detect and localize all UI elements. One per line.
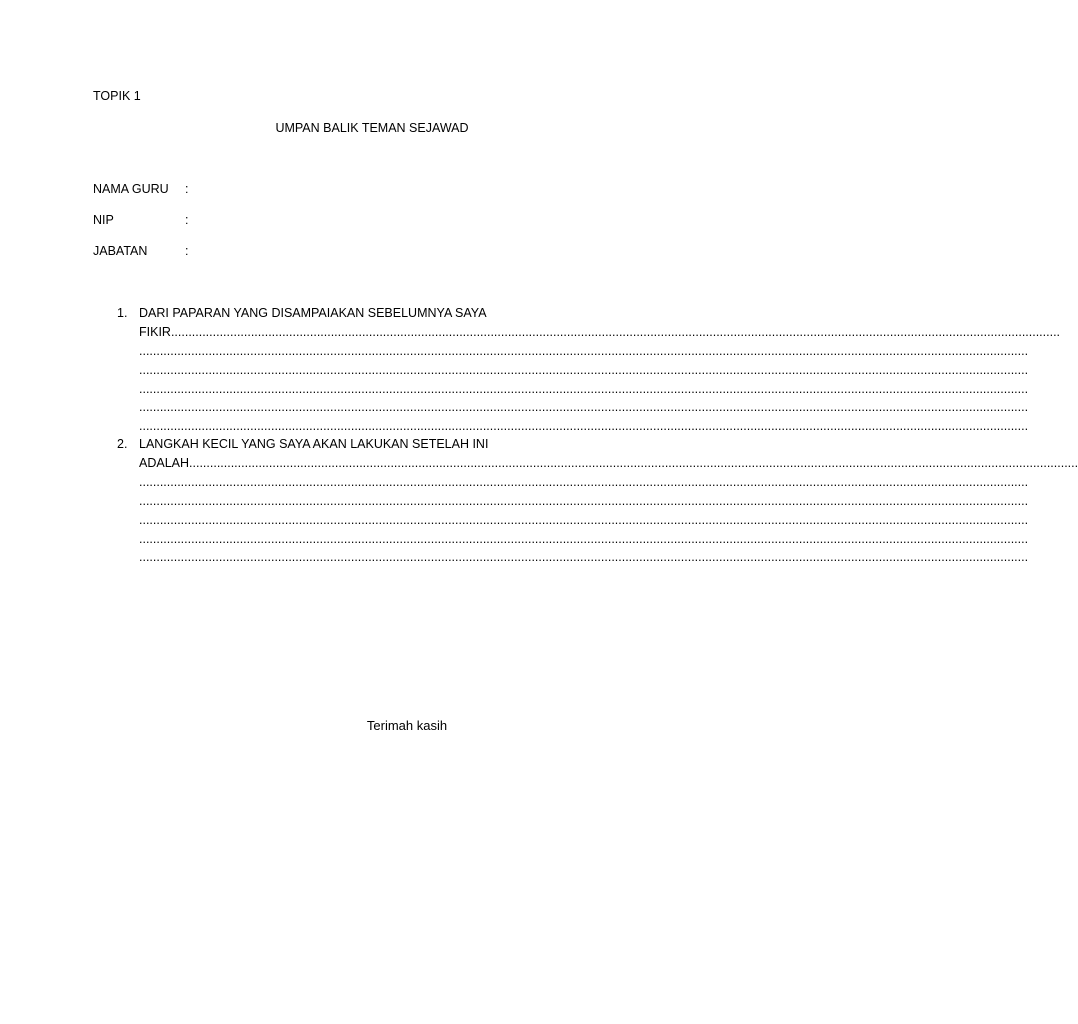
question-2-answer-line-5: ................................................................................................................................................................................................................................................................: [139, 532, 1029, 546]
question-2-answer-line-3: ................................................................................................................................................................................................................................................................: [139, 494, 1029, 508]
question-2-dots: ................................................................................................................................................................................................................................................................: [189, 456, 1078, 470]
question-1-answer-line-4: ................................................................................................................................................................................................................................................................: [139, 382, 1029, 396]
question-2-answer-line-4: ................................................................................................................................................................................................................................................................: [139, 513, 1029, 527]
field-label-nip: NIP: [93, 213, 114, 227]
question-2-lead: ADALAH: [139, 456, 190, 470]
question-2-answer-line-2: ................................................................................................................................................................................................................................................................: [139, 475, 1029, 489]
question-1-dots: ................................................................................................................................................................................................................................................................: [170, 325, 1061, 339]
topic-label: TOPIK 1: [93, 89, 141, 103]
field-colon-jabatan: :: [185, 244, 189, 258]
field-label-nama-guru: NAMA GURU: [93, 182, 169, 196]
question-2-answer-line-6: ................................................................................................................................................................................................................................................................: [139, 550, 1029, 564]
question-1-answer-line-1: [139, 325, 1061, 339]
closing-text: Terimah kasih: [366, 718, 448, 733]
question-1-number: 1.: [117, 306, 128, 320]
question-1-lead: FIKIR: [139, 325, 171, 339]
question-1-answer-line-5: ................................................................................................................................................................................................................................................................: [139, 400, 1029, 414]
question-2-text: LANGKAH KECIL YANG SAYA AKAN LAKUKAN SETELAH INI: [139, 437, 489, 451]
question-1-text: DARI PAPARAN YANG DISAMPAIAKAN SEBELUMNYA SAYA: [139, 306, 487, 320]
question-2-number: 2.: [117, 437, 128, 451]
field-colon-nama-guru: :: [185, 182, 189, 196]
question-1-answer-line-2: ................................................................................................................................................................................................................................................................: [139, 344, 1029, 358]
field-colon-nip: :: [185, 213, 189, 227]
field-label-jabatan: JABATAN: [93, 244, 148, 258]
question-1-answer-line-6: ................................................................................................................................................................................................................................................................: [139, 419, 1029, 433]
question-2-answer-line-1: [139, 456, 1078, 470]
page-title: UMPAN BALIK TEMAN SEJAWAD: [275, 121, 469, 135]
question-1-answer-line-3: ................................................................................................................................................................................................................................................................: [139, 363, 1029, 377]
